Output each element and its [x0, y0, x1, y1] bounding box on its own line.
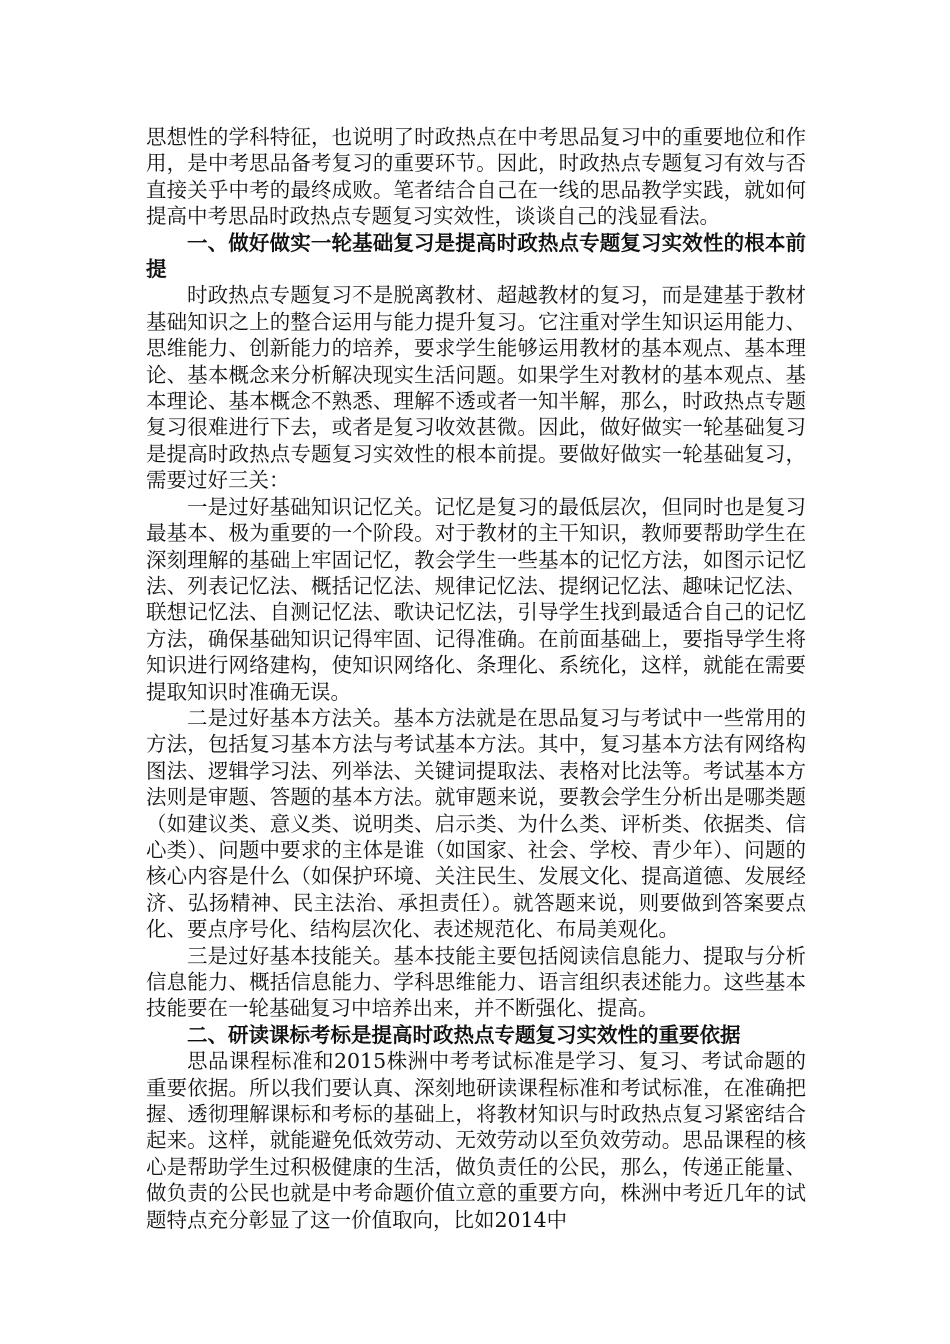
paragraph-method-pass: 二是过好基本方法关。基本方法就是在思品复习与考试中一些常用的方法，包括复习基本方法与考试基本方法。其中，复习基本方法有网络构图法、逻辑学习法、列举法、关键词提取法、表格对比法等。考试基本方法则是审题、答题的基本方法。就审题来说，要教会学生分析出是哪类题（如建议类、意义类、说明类、启示类、为什么类、评析类、依据类、信心类）、问题中要求的主体是谁（如国家、社会、学校、青少年）、问题的核心内容是什么（如保护环境、关注民生、发展文化、提高道德、发展经济、弘扬精神、民主法治、承担责任）。就答题来说，则要做到答案要点化、要点序号化、结构层次化、表述规范化、布局美观化。: [146, 705, 806, 942]
paragraph-memory-pass: 一是过好基础知识记忆关。记忆是复习的最低层次，但同时也是复习最基本、极为重要的一个阶段。对于教材的主干知识，教师要帮助学生在深刻理解的基础上牢固记忆，教会学生一些基本的记忆方法，如图示记忆法、列表记忆法、概括记忆法、规律记忆法、提纲记忆法、趣味记忆法、联想记忆法、自测记忆法、歌诀记忆法，引导学生找到最适合自己的记忆方法，确保基础知识记得牢固、记得准确。在前面基础上，要指导学生将知识进行网络建构，使知识网络化、条理化、系统化，这样，就能在需要提取知识时准确无误。: [146, 494, 806, 704]
paragraph-skill-pass: 三是过好基本技能关。基本技能主要包括阅读信息能力、提取与分析信息能力、概括信息能力、学科思维能力、语言组织表述能力。这些基本技能要在一轮基础复习中培养出来，并不断强化、提高。: [146, 943, 806, 1021]
paragraph-intro-continued: 思想性的学科特征，也说明了时政热点在中考思品复习中的重要地位和作用，是中考思品备考复习的重要环节。因此，时政热点专题复习有效与否直接关乎中考的最终成败。笔者结合自己在一线的思品教学实践，就如何提高中考思品时政热点专题复习实效性，谈谈自己的浅显看法。: [146, 125, 806, 229]
section-heading-1: 一、做好做实一轮基础复习是提高时政热点专题复习实效性的根本前提: [146, 230, 806, 282]
paragraph-curriculum-standards: 思品课程标准和2015株洲中考考试标准是学习、复习、考试命题的重要依据。所以我们要认真、深刻地研读课程标准和考试标准，在准确把握、透彻理解课标和考标的基础上，将教材知识与时政热点复习紧密结合起来。这样，就能避免低效劳动、无效劳动以至负效劳动。思品课程的核心是帮助学生过积极健康的生活，做负责任的公民，那么，传递正能量、做负责的公民也就是中考命题价值立意的重要方向，株洲中考近几年的试题特点充分彰显了这一价值取向，比如2014中: [146, 1049, 806, 1232]
document-page: [146, 124, 806, 1233]
section-heading-2: 二、研读课标考标是提高时政热点专题复习实效性的重要依据: [187, 1022, 741, 1047]
paragraph-section1-overview: 时政热点专题复习不是脱离教材、超越教材的复习，而是建基于教材基础知识之上的整合运用与能力提升复习。它注重对学生知识运用能力、思维能力、创新能力的培养，要求学生能够运用教材的基本观点、基本理论、基本概念来分析解决现实生活问题。如果学生对教材的基本观点、基本理论、基本概念不熟悉、理解不透或者一知半解，那么，时政热点专题复习很难进行下去，或者是复习收效甚微。因此，做好做实一轮基础复习是提高时政热点专题复习实效性的根本前提。要做好做实一轮基础复习，需要过好三关：: [146, 283, 806, 493]
